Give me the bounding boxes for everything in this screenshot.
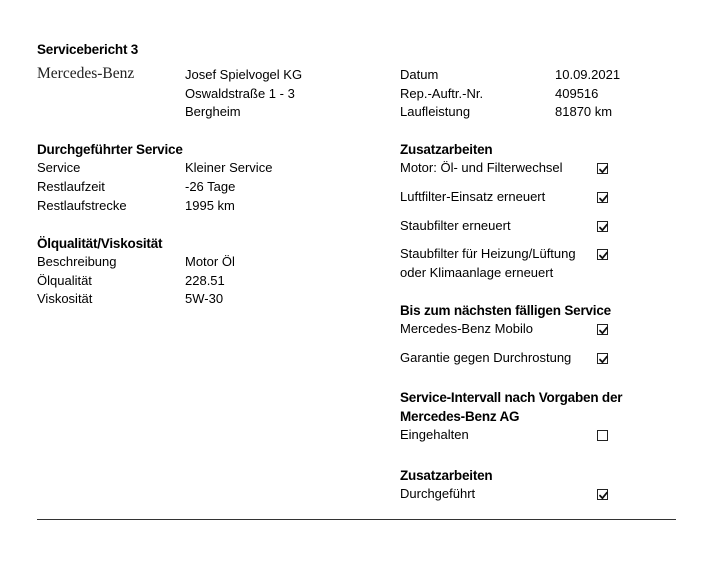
oil-row-value: Motor Öl: [185, 254, 235, 269]
checkmark-icon: [598, 250, 609, 261]
checkbox-icon: [597, 430, 608, 441]
checkbox-icon: [597, 163, 608, 174]
meta-label-order-number: Rep.-Auftr.-Nr.: [400, 86, 484, 101]
mercedes-benz-logo: Mercedes-Benz: [37, 65, 135, 82]
checkbox-icon: [597, 489, 608, 500]
checklist-item-label: Garantie gegen Durchrostung: [400, 350, 572, 365]
checkbox-icon: [597, 324, 608, 335]
checklist-item-label-line2: oder Klimaanlage erneuert: [400, 265, 554, 280]
meta-value-mileage: 81870 km: [555, 104, 613, 119]
oil-row-value: 5W-30: [185, 291, 224, 306]
meta-value-date: 10.09.2021: [555, 67, 621, 82]
checkbox-icon: [597, 221, 608, 232]
extra-work-2-section-title: Zusatzarbeiten: [400, 468, 493, 483]
oil-row-label: Beschreibung: [37, 254, 117, 269]
service-row-value: 1995 km: [185, 198, 235, 213]
oil-section-title: Ölqualität/Viskosität: [37, 236, 163, 251]
checklist-item-label: Motor: Öl- und Filterwechsel: [400, 160, 563, 175]
extra-work-section-title: Zusatzarbeiten: [400, 142, 493, 157]
report-title: Servicebericht 3: [37, 42, 139, 57]
checklist-item-label: Mercedes-Benz Mobilo: [400, 321, 533, 336]
next-service-section-title: Bis zum nächsten fälligen Service: [400, 303, 611, 318]
service-row-label: Restlaufstrecke: [37, 198, 127, 213]
checkbox-icon: [597, 249, 608, 260]
checklist-item-label: Eingehalten: [400, 427, 469, 442]
oil-row-label: Ölqualität: [37, 273, 92, 288]
service-row-value: -26 Tage: [185, 179, 236, 194]
checkbox-icon: [597, 353, 608, 364]
service-section-title: Durchgeführter Service: [37, 142, 183, 157]
checklist-item-label: Luftfilter-Einsatz erneuert: [400, 189, 546, 204]
checkmark-icon: [598, 490, 609, 501]
meta-label-date: Datum: [400, 67, 439, 82]
bottom-divider: [37, 519, 676, 520]
checklist-item-label: Durchgeführt: [400, 486, 476, 501]
checkbox-icon: [597, 192, 608, 203]
interval-section-title: Service-Intervall nach Vorgaben der: [400, 390, 623, 405]
service-row-label: Service: [37, 160, 81, 175]
checklist-item-label: Staubfilter erneuert: [400, 218, 511, 233]
checkmark-icon: [598, 354, 609, 365]
meta-label-mileage: Laufleistung: [400, 104, 471, 119]
service-row-value: Kleiner Service: [185, 160, 273, 175]
checkmark-icon: [598, 164, 609, 175]
workshop-city: Bergheim: [185, 104, 241, 119]
checkmark-icon: [598, 325, 609, 336]
oil-row-label: Viskosität: [37, 291, 93, 306]
checklist-item-label: Staubfilter für Heizung/Lüftung: [400, 246, 576, 261]
service-row-label: Restlaufzeit: [37, 179, 105, 194]
checkmark-icon: [598, 193, 609, 204]
interval-section-title-line2: Mercedes-Benz AG: [400, 409, 520, 424]
checkmark-icon: [598, 222, 609, 233]
oil-row-value: 228.51: [185, 273, 225, 288]
workshop-street: Oswaldstraße 1 - 3: [185, 86, 295, 101]
meta-value-order-number: 409516: [555, 86, 599, 101]
workshop-name: Josef Spielvogel KG: [185, 67, 303, 82]
